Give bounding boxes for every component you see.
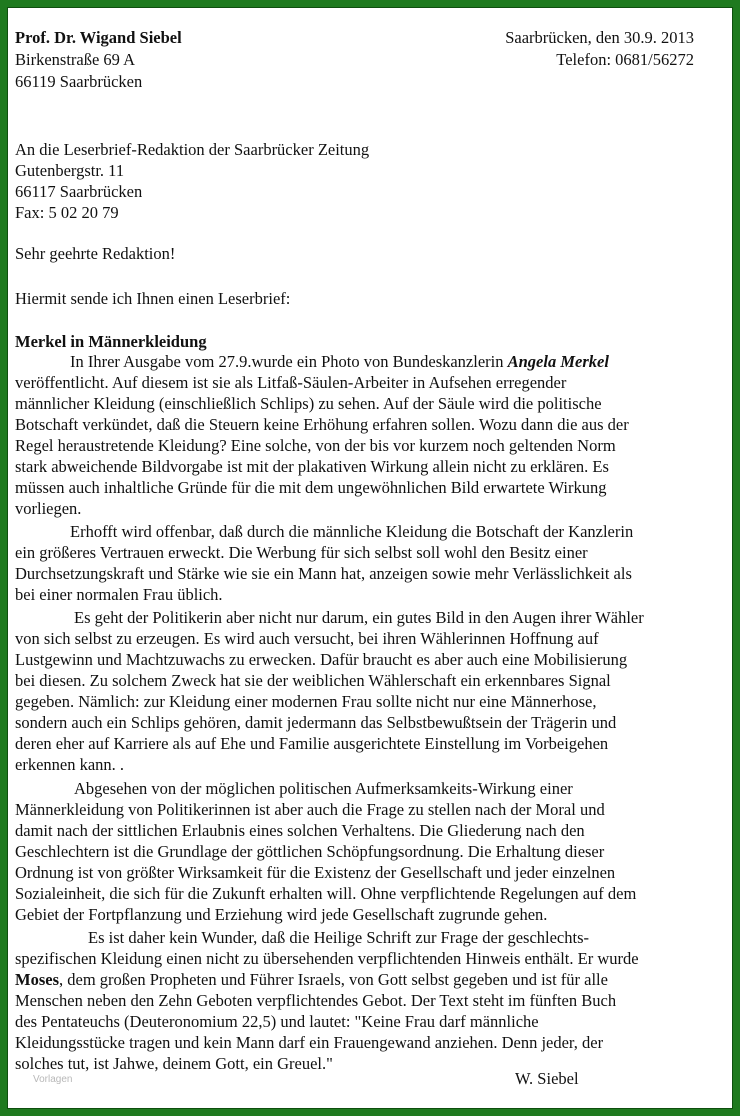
- p5-moses: Moses: [15, 970, 59, 989]
- p3-line-4: bei diesen. Zu solchem Zweck hat sie der weiblichen Wählerschaft ein erkennbares Signal: [15, 671, 611, 690]
- p5-line-4: Menschen neben den Zehn Geboten verpflichtendes Gebot. Der Text steht im fünften Buch: [15, 991, 617, 1010]
- p1-line-1: [70, 351, 609, 372]
- p4-line-3: damit nach der sittlichen Erlaubnis eines solchen Verhaltens. Die Gliederung nach den: [15, 821, 585, 840]
- p3-line-3: Lustgewinn und Machtzuwachs zu erwecken. Dafür braucht es aber auch eine Mobilisierung: [15, 650, 628, 669]
- p4-line-7: Gebiet der Fortpflanzung und Erziehung wird jede Gesellschaft zugrunde gehen.: [15, 905, 548, 924]
- p3-line-7: deren eher auf Karriere als auf Ehe und Familie ausgerichtete Einstellung im Vorbeigehen: [15, 734, 609, 753]
- p5-line-3: [15, 969, 608, 990]
- sender-phone: Telefon: 0681/56272: [556, 50, 694, 69]
- recipient-line-3: 66117 Saarbrücken: [15, 182, 143, 201]
- p1-line-4: Botschaft verkündet, daß die Steuern keine Erhöhung erfahren sollen. Wozu dann die aus der: [15, 415, 629, 434]
- sender-name: Prof. Dr. Wigand Siebel: [15, 28, 182, 47]
- p1-line-6: stark abweichende Bildvorgabe ist mit der plakativen Wirkung allein nicht zu erklären. Es: [15, 457, 609, 476]
- p1-line-3: männlicher Kleidung (einschließlich Schlips) zu sehen. Auf der Säule wird die politische: [15, 394, 602, 413]
- recipient-line-2: Gutenbergstr. 11: [15, 161, 125, 180]
- p5-line-2: spezifischen Kleidung einen nicht zu übersehenden verpflichtenden Hinweis enthält. Er wurde: [15, 949, 639, 968]
- p3-line-2: von sich selbst zu erzeugen. Es wird auch versucht, bei ihren Wählerinnen Hoffnung auf: [15, 629, 599, 648]
- p3-line-1: Es geht der Politikerin aber nicht nur darum, ein gutes Bild in den Augen ihrer Wähler: [74, 608, 644, 627]
- p4-line-2: Männerkleidung von Politikerinnen ist aber auch die Frage zu stellen nach der Moral und: [15, 800, 605, 819]
- p2-line-4: bei einer normalen Frau üblich.: [15, 585, 223, 604]
- intro-line: Hiermit sende ich Ihnen einen Leserbrief:: [15, 289, 291, 308]
- p5-line-1: Es ist daher kein Wunder, daß die Heilige Schrift zur Frage der geschlechts-: [88, 928, 589, 947]
- p2-line-1: Erhofft wird offenbar, daß durch die männliche Kleidung die Botschaft der Kanzlerin: [70, 522, 634, 541]
- signature: W. Siebel: [515, 1069, 579, 1088]
- p4-line-5: Ordnung ist von größter Wirksamkeit für die Existenz der Gesellschaft und jeder einzelnen: [15, 863, 616, 882]
- p4-line-1: Abgesehen von der möglichen politischen Aufmerksamkeits-Wirkung einer: [74, 779, 573, 798]
- p1-merkel-name: Angela Merkel: [507, 352, 609, 371]
- letter-page: [7, 7, 733, 1109]
- p5-line-5: des Pentateuchs (Deuteronomium 22,5) und lautet: "Keine Frau darf männliche: [15, 1012, 539, 1031]
- p5-line-3-text: , dem großen Propheten und Führer Israels, von Gott selbst gegeben und ist für alle: [59, 970, 608, 989]
- p2-line-3: Durchsetzungskraft und Stärke wie sie ein Mann hat, anzeigen sowie mehr Verlässlichkeit als: [15, 564, 632, 583]
- p1-line-7: müssen auch inhaltliche Gründe für die mit dem ungewöhnlichen Bild erwartete Wirkung: [15, 478, 607, 497]
- p1-line-1-text: In Ihrer Ausgabe vom 27.9.wurde ein Photo von Bundeskanzlerin: [70, 352, 508, 371]
- recipient-fax: Fax: 5 02 20 79: [15, 203, 119, 222]
- recipient-line-1: An die Leserbrief-Redaktion der Saarbrücker Zeitung: [15, 140, 370, 159]
- p2-line-2: ein größeres Vertrauen erweckt. Die Werbung für sich selbst soll wohl den Besitz einer: [15, 543, 588, 562]
- p4-line-6: Sozialeinheit, die sich für die Zukunft erhalten will. Ohne verpflichtende Regelungen auf dem: [15, 884, 637, 903]
- p5-line-7: solches tut, ist Jahwe, deinem Gott, ein Greuel.": [15, 1054, 333, 1073]
- salutation: Sehr geehrte Redaktion!: [15, 244, 176, 263]
- p5-line-6: Kleidungsstücke tragen und kein Mann darf ein Frauengewand anziehen. Denn jeder, der: [15, 1033, 604, 1052]
- letter-date: Saarbrücken, den 30.9. 2013: [505, 28, 694, 47]
- p3-line-6: sondern auch ein Schlips gehören, damit jedermann das Selbstbewußtsein der Trägerin und: [15, 713, 617, 732]
- p1-line-5: Regel heraustretende Kleidung? Eine solche, von der bis vor kurzem noch geltenden Norm: [15, 436, 616, 455]
- p4-line-4: Geschlechtern ist die Grundlage der göttlichen Schöpfungsordnung. Die Erhaltung dieser: [15, 842, 605, 861]
- p1-line-2: veröffentlicht. Auf diesem ist sie als Litfaß-Säulen-Arbeiter in Aufsehen erregender: [15, 373, 567, 392]
- watermark: Vorlagen: [33, 1074, 73, 1085]
- sender-city: 66119 Saarbrücken: [15, 72, 143, 91]
- p3-line-8: erkennen kann. .: [15, 755, 125, 774]
- p3-line-5: gegeben. Nämlich: zur Kleidung einer modernen Frau sollte nicht nur eine Männerhose,: [15, 692, 597, 711]
- letter-title: Merkel in Männerkleidung: [15, 332, 207, 351]
- p1-line-8: vorliegen.: [15, 499, 82, 518]
- sender-street: Birkenstraße 69 A: [15, 50, 136, 69]
